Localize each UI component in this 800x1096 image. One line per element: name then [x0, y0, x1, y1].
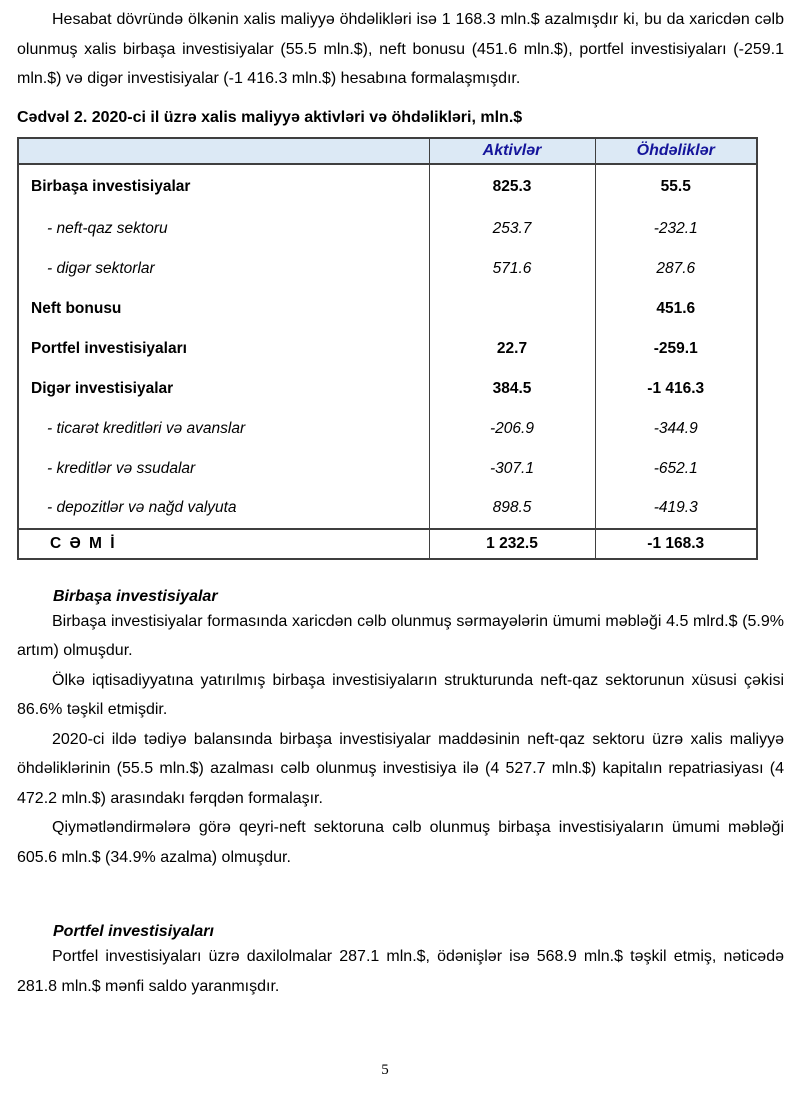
- paragraph: Birbaşa investisiyalar formasında xaricdən cəlb olunmuş sərmayələrin ümumi məbləği 4.5 mlrd.$ (5.9% artım) olmuşdur.: [17, 612, 784, 659]
- table-title: Cədvəl 2. 2020-ci il üzrə xalis maliyyə aktivləri və öhdəlikləri, mln.$: [17, 108, 523, 126]
- table-row-depozitler-ve-nagd-valyuta: [18, 489, 757, 529]
- row-label: - neft-qaz sektoru: [18, 209, 429, 249]
- row-liabilities-value: -232.1: [595, 209, 757, 249]
- row-label: - digər sektorlar: [18, 249, 429, 289]
- row-label: - kreditlər və ssudalar: [18, 449, 429, 489]
- row-label: - ticarət kreditləri və avanslar: [18, 409, 429, 449]
- row-label: Birbaşa investisiyalar: [18, 164, 429, 209]
- table-row-birbasa-investisiyalar: [18, 164, 757, 209]
- row-assets-value: 898.5: [429, 489, 595, 529]
- paragraph: Qiymətləndirmələrə görə qeyri-neft sektoruna cəlb olunmuş birbaşa investisiyaların ümumi məbləği 605.6 mln.$ (34.9% azalma) olmuşdur.: [17, 819, 784, 866]
- row-label: - depozitlər və nağd valyuta: [18, 489, 429, 529]
- row-assets-value: 571.6: [429, 249, 595, 289]
- row-liabilities-value: 287.6: [595, 249, 757, 289]
- table-row-neft-bonusu: [18, 289, 757, 329]
- row-label: Portfel investisiyaları: [18, 329, 429, 369]
- row-liabilities-value: 451.6: [595, 289, 757, 329]
- header-liabilities: Öhdəliklər: [595, 138, 757, 164]
- table-row-diger-sektorlar: [18, 249, 757, 289]
- total-assets-value: 1 232.5: [429, 529, 595, 559]
- row-assets-value: 825.3: [429, 164, 595, 209]
- paragraph: Ölkə iqtisadiyyatına yatırılmış birbaşa investisiyaların strukturunda neft-qaz sektorunun xüsusi çəkisi 86.6% təşkil etmişdir.: [17, 671, 784, 718]
- table-header-row: [18, 138, 757, 164]
- paragraph: Portfel investisiyaları üzrə daxilolmalar 287.1 mln.$, ödənişlər isə 568.9 mln.$ təşkil etmiş, nəticədə 281.8 mln.$ mənfi saldo yaranmışdır.: [17, 948, 784, 995]
- row-assets-value: 384.5: [429, 369, 595, 409]
- row-liabilities-value: -259.1: [595, 329, 757, 369]
- row-assets-value: 22.7: [429, 329, 595, 369]
- row-assets-value: [429, 289, 595, 329]
- row-assets-value: -307.1: [429, 449, 595, 489]
- page-number: 5: [381, 1062, 389, 1078]
- section-heading-portfel-investisiyalari: Portfel investisiyaları: [53, 923, 214, 940]
- row-liabilities-value: -652.1: [595, 449, 757, 489]
- row-liabilities-value: -419.3: [595, 489, 757, 529]
- row-liabilities-value: 55.5: [595, 164, 757, 209]
- row-assets-value: 253.7: [429, 209, 595, 249]
- table-row-ticaret-kreditleri: [18, 409, 757, 449]
- row-label: Digər investisiyalar: [18, 369, 429, 409]
- header-assets: Aktivlər: [429, 138, 595, 164]
- row-liabilities-value: -1 416.3: [595, 369, 757, 409]
- table-row-total: [18, 529, 757, 559]
- total-label: C Ə M İ: [18, 529, 429, 559]
- paragraph: 2020-ci ildə tədiyə balansında birbaşa investisiyalar maddəsinin neft-qaz sektoru üzrə xalis maliyyə öhdəliklərinin (55.5 mln.$) azalması cəlb olunmuş investisiya ilə (4 527.7 mln.$) kapitalın repatriasiyası (4 472.2 mln.$) arasındakı fərqdən formalaşır.: [17, 730, 784, 807]
- row-liabilities-value: -344.9: [595, 409, 757, 449]
- row-assets-value: -206.9: [429, 409, 595, 449]
- row-label: Neft bonusu: [18, 289, 429, 329]
- intro-paragraph: Hesabat dövründə ölkənin xalis maliyyə öhdəlikləri isə 1 168.3 mln.$ azalmışdır ki, bu da xaricdən cəlb olunmuş xalis birbaşa investisiyalar (55.5 mln.$), neft bonusu (451.6 mln.$), portfel investisiyaları (-259.1 mln.$) və digər investisiyalar (-1 416.3 mln.$) hesabına formalaşmışdır.: [17, 11, 784, 87]
- header-empty-cell: [18, 138, 429, 164]
- table-row-kreditler-ve-ssudalar: [18, 449, 757, 489]
- section-heading-birbasa-investisiyalar: Birbaşa investisiyalar: [53, 587, 218, 605]
- table-row-portfel-investisiyalari: [18, 329, 757, 369]
- total-liabilities-value: -1 168.3: [595, 529, 757, 559]
- net-financial-assets-table: [17, 137, 758, 560]
- table-row-diger-investisiyalar: [18, 369, 757, 409]
- table-row-neft-qaz-sektoru: [18, 209, 757, 249]
